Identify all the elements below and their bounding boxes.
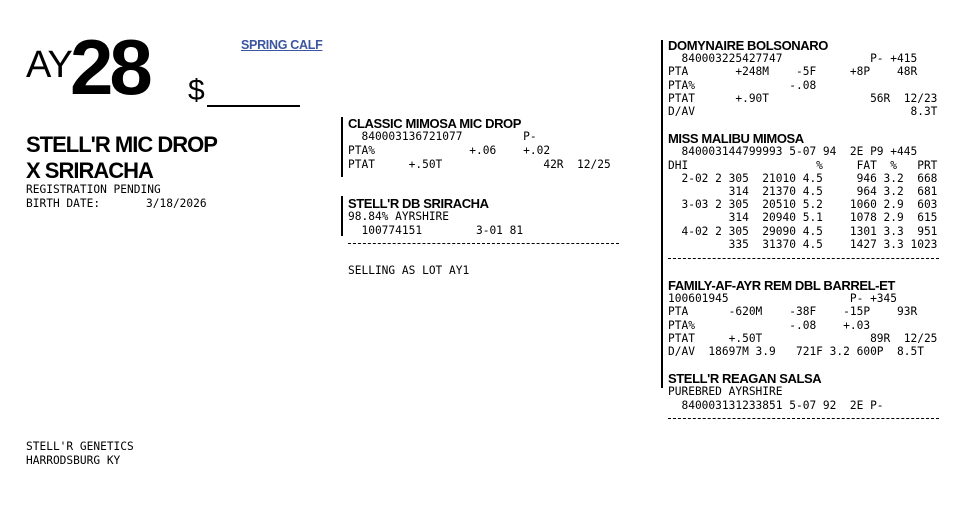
dam-sire-line: PTA -620M -38F -15P 93R: [668, 305, 918, 318]
consignor-name: STELL'R GENETICS: [26, 440, 134, 453]
animal-name-line1: STELL'R MIC DROP: [26, 132, 217, 157]
sire-sire-line: PTAT +.90T 56R 12/23: [668, 92, 938, 105]
registration-status: REGISTRATION PENDING: [26, 183, 161, 196]
dam-divider: [348, 243, 619, 244]
dam-dam-name: STELL'R REAGAN SALSA: [668, 371, 822, 386]
dam-dam-divider: [668, 418, 939, 419]
lot-number: 28: [70, 23, 149, 111]
sire-name: CLASSIC MIMOSA MIC DROP: [348, 116, 522, 131]
dam-dam-line: 840003131233851 5-07 92 2E P-: [668, 399, 884, 412]
consignor-location: HARRODSBURG KY: [26, 454, 121, 467]
dam-line: 100774151 3-01 81: [348, 224, 524, 237]
sire-dam-line: 3-03 2 305 20510 5.2 1060 2.9 603: [668, 198, 938, 211]
sire-sire-line: PTA% -.08: [668, 79, 817, 92]
birth-date: 3/18/2026: [146, 197, 207, 210]
lot-prefix: AY: [26, 44, 72, 86]
dam-sire-line: D/AV 18697M 3.9 721F 3.2 600P 8.5T: [668, 345, 924, 358]
category-link[interactable]: SPRING CALF: [241, 38, 323, 52]
dam-name: STELL'R DB SRIRACHA: [348, 196, 489, 211]
price-symbol: $: [188, 74, 205, 107]
dam-line: 98.84% AYRSHIRE: [348, 210, 450, 223]
sire-dam-line: DHI % FAT % PRT: [668, 159, 938, 172]
sire-line: 840003136721077 P-: [348, 130, 537, 143]
sire-dam-line: 840003144799993 5-07 94 2E P9 +445: [668, 145, 918, 158]
sire-dam-line: 314 21370 4.5 964 3.2 681: [668, 185, 938, 198]
dam-dam-line: PUREBRED AYRSHIRE: [668, 385, 783, 398]
sire-sire-line: PTA +248M -5F +8P 48R: [668, 65, 918, 78]
dam-sire-line: PTA% -.08 +.03: [668, 319, 871, 332]
selling-note: SELLING AS LOT AY1: [348, 264, 470, 277]
birth-date-label: BIRTH DATE:: [26, 197, 101, 210]
sire-dam-divider: [668, 258, 939, 259]
dam-bracket: [341, 196, 343, 236]
sire-dam-name: MISS MALIBU MIMOSA: [668, 131, 804, 146]
sire-line: PTA% +.06 +.02: [348, 144, 551, 157]
sire-sire-line: 840003225427747 P- +415: [668, 52, 918, 65]
dam-sire-name: FAMILY-AF-AYR REM DBL BARREL-ET: [668, 278, 895, 293]
sire-bracket: [341, 117, 343, 177]
sire-line: PTAT +.50T 42R 12/25: [348, 158, 611, 171]
price-blank-line: [207, 105, 300, 107]
sire-dam-line: 314 20940 5.1 1078 2.9 615: [668, 211, 938, 224]
dam-sire-line: PTAT +.50T 89R 12/25: [668, 332, 938, 345]
sire-dam-line: 335 31370 4.5 1427 3.3 1023: [668, 238, 938, 251]
sire-sire-line: D/AV 8.3T: [668, 105, 938, 118]
sire-sire-name: DOMYNAIRE BOLSONARO: [668, 38, 828, 53]
dam-sire-line: 100601945 P- +345: [668, 292, 898, 305]
dam-side-bracket: [661, 278, 663, 388]
sire-side-bracket: [661, 40, 663, 280]
sire-dam-line: 4-02 2 305 29090 4.5 1301 3.3 951: [668, 225, 938, 238]
animal-name-line2: X SRIRACHA: [26, 158, 153, 183]
sire-dam-line: 2-02 2 305 21010 4.5 946 3.2 668: [668, 172, 938, 185]
